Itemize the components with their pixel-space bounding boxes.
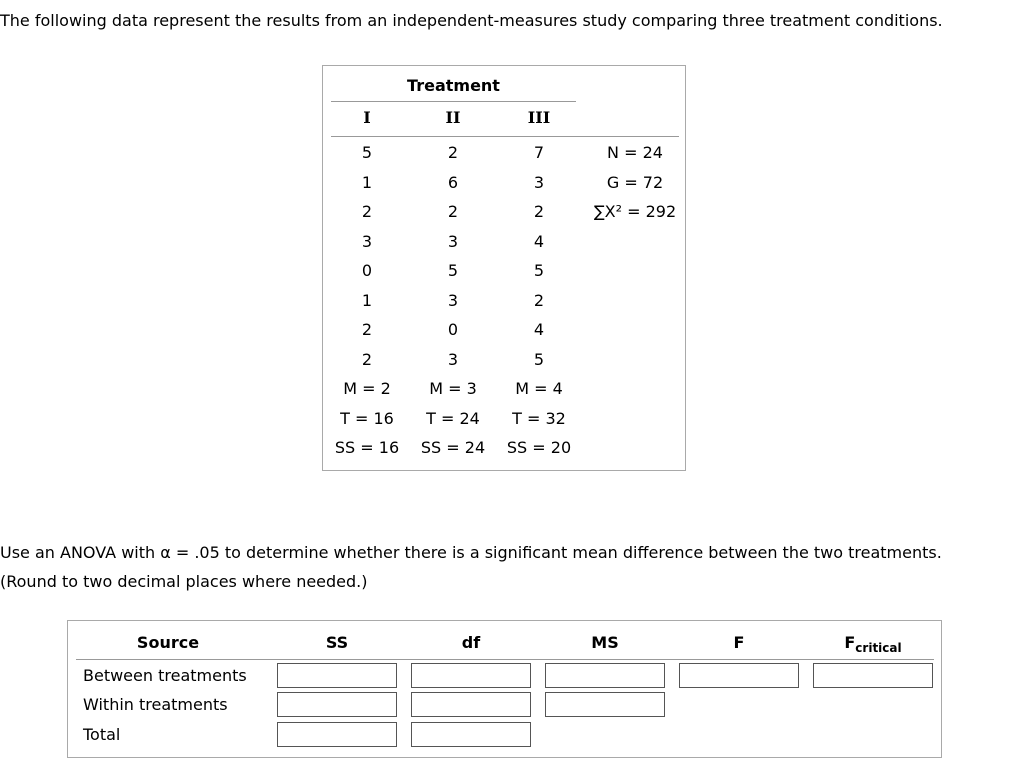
f-ratio-input[interactable] bbox=[679, 663, 799, 688]
header-df: df bbox=[461, 633, 481, 652]
score-cell: 0 bbox=[447, 320, 459, 339]
score-cell: 2 bbox=[533, 202, 545, 221]
score-cell: 3 bbox=[361, 232, 373, 251]
column-header-iii: III bbox=[527, 108, 551, 127]
header-f-critical-main: F bbox=[844, 633, 856, 652]
score-cell: 2 bbox=[447, 143, 459, 162]
score-cell: 3 bbox=[447, 232, 459, 251]
header-divider bbox=[331, 136, 679, 137]
header-f-critical-sub: critical bbox=[855, 641, 902, 656]
row-label-within: Within treatments bbox=[83, 695, 228, 714]
header-ss: SS bbox=[325, 633, 349, 652]
mean-value: M = 3 bbox=[429, 379, 477, 398]
within-ms-input[interactable] bbox=[545, 692, 665, 717]
anova-header-divider bbox=[76, 659, 934, 660]
intro-text: The following data represent the results from an independent-measures study comparing three treatment conditions. bbox=[0, 11, 943, 30]
score-cell: 2 bbox=[533, 291, 545, 310]
score-cell: 4 bbox=[533, 232, 545, 251]
g-statistic: G = 72 bbox=[606, 173, 664, 192]
mean-value: M = 2 bbox=[343, 379, 391, 398]
score-cell: 7 bbox=[533, 143, 545, 162]
score-cell: 2 bbox=[361, 320, 373, 339]
score-cell: 3 bbox=[447, 291, 459, 310]
score-cell: 5 bbox=[447, 261, 459, 280]
header-ms: MS bbox=[591, 633, 619, 652]
n-statistic: N = 24 bbox=[607, 143, 663, 162]
within-ss-input[interactable] bbox=[277, 692, 397, 717]
score-cell: 4 bbox=[533, 320, 545, 339]
score-cell: 1 bbox=[361, 173, 373, 192]
total-ss-input[interactable] bbox=[277, 722, 397, 747]
ss-value: SS = 16 bbox=[334, 438, 400, 457]
score-cell: 1 bbox=[361, 291, 373, 310]
total-value: T = 16 bbox=[340, 409, 394, 428]
score-cell: 2 bbox=[361, 350, 373, 369]
treatment-data-table bbox=[322, 65, 686, 471]
score-cell: 5 bbox=[533, 350, 545, 369]
total-value: T = 32 bbox=[512, 409, 566, 428]
sum-x-squared-statistic: ∑X² = 292 bbox=[593, 202, 677, 221]
column-header-ii: II bbox=[445, 108, 461, 127]
within-df-input[interactable] bbox=[411, 692, 531, 717]
total-df-input[interactable] bbox=[411, 722, 531, 747]
score-cell: 5 bbox=[361, 143, 373, 162]
row-label-total: Total bbox=[83, 725, 121, 744]
row-label-between: Between treatments bbox=[83, 666, 247, 685]
score-cell: 5 bbox=[533, 261, 545, 280]
header-f-critical bbox=[813, 633, 933, 655]
f-critical-input[interactable] bbox=[813, 663, 933, 688]
between-ms-input[interactable] bbox=[545, 663, 665, 688]
between-df-input[interactable] bbox=[411, 663, 531, 688]
question-line-1: Use an ANOVA with α = .05 to determine whether there is a significant mean difference between the two treatments. bbox=[0, 543, 942, 562]
ss-value: SS = 20 bbox=[506, 438, 572, 457]
score-cell: 3 bbox=[447, 350, 459, 369]
question-line-2: (Round to two decimal places where needed.) bbox=[0, 572, 368, 591]
treatment-title: Treatment bbox=[331, 76, 576, 102]
score-cell: 2 bbox=[361, 202, 373, 221]
score-cell: 0 bbox=[361, 261, 373, 280]
score-cell: 6 bbox=[447, 173, 459, 192]
total-value: T = 24 bbox=[426, 409, 480, 428]
header-source: Source bbox=[136, 633, 200, 652]
mean-value: M = 4 bbox=[515, 379, 563, 398]
ss-value: SS = 24 bbox=[420, 438, 486, 457]
score-cell: 2 bbox=[447, 202, 459, 221]
anova-table bbox=[67, 620, 942, 758]
score-cell: 3 bbox=[533, 173, 545, 192]
column-header-i: I bbox=[363, 108, 371, 127]
question-text bbox=[0, 538, 942, 596]
header-f: F bbox=[733, 633, 745, 652]
between-ss-input[interactable] bbox=[277, 663, 397, 688]
